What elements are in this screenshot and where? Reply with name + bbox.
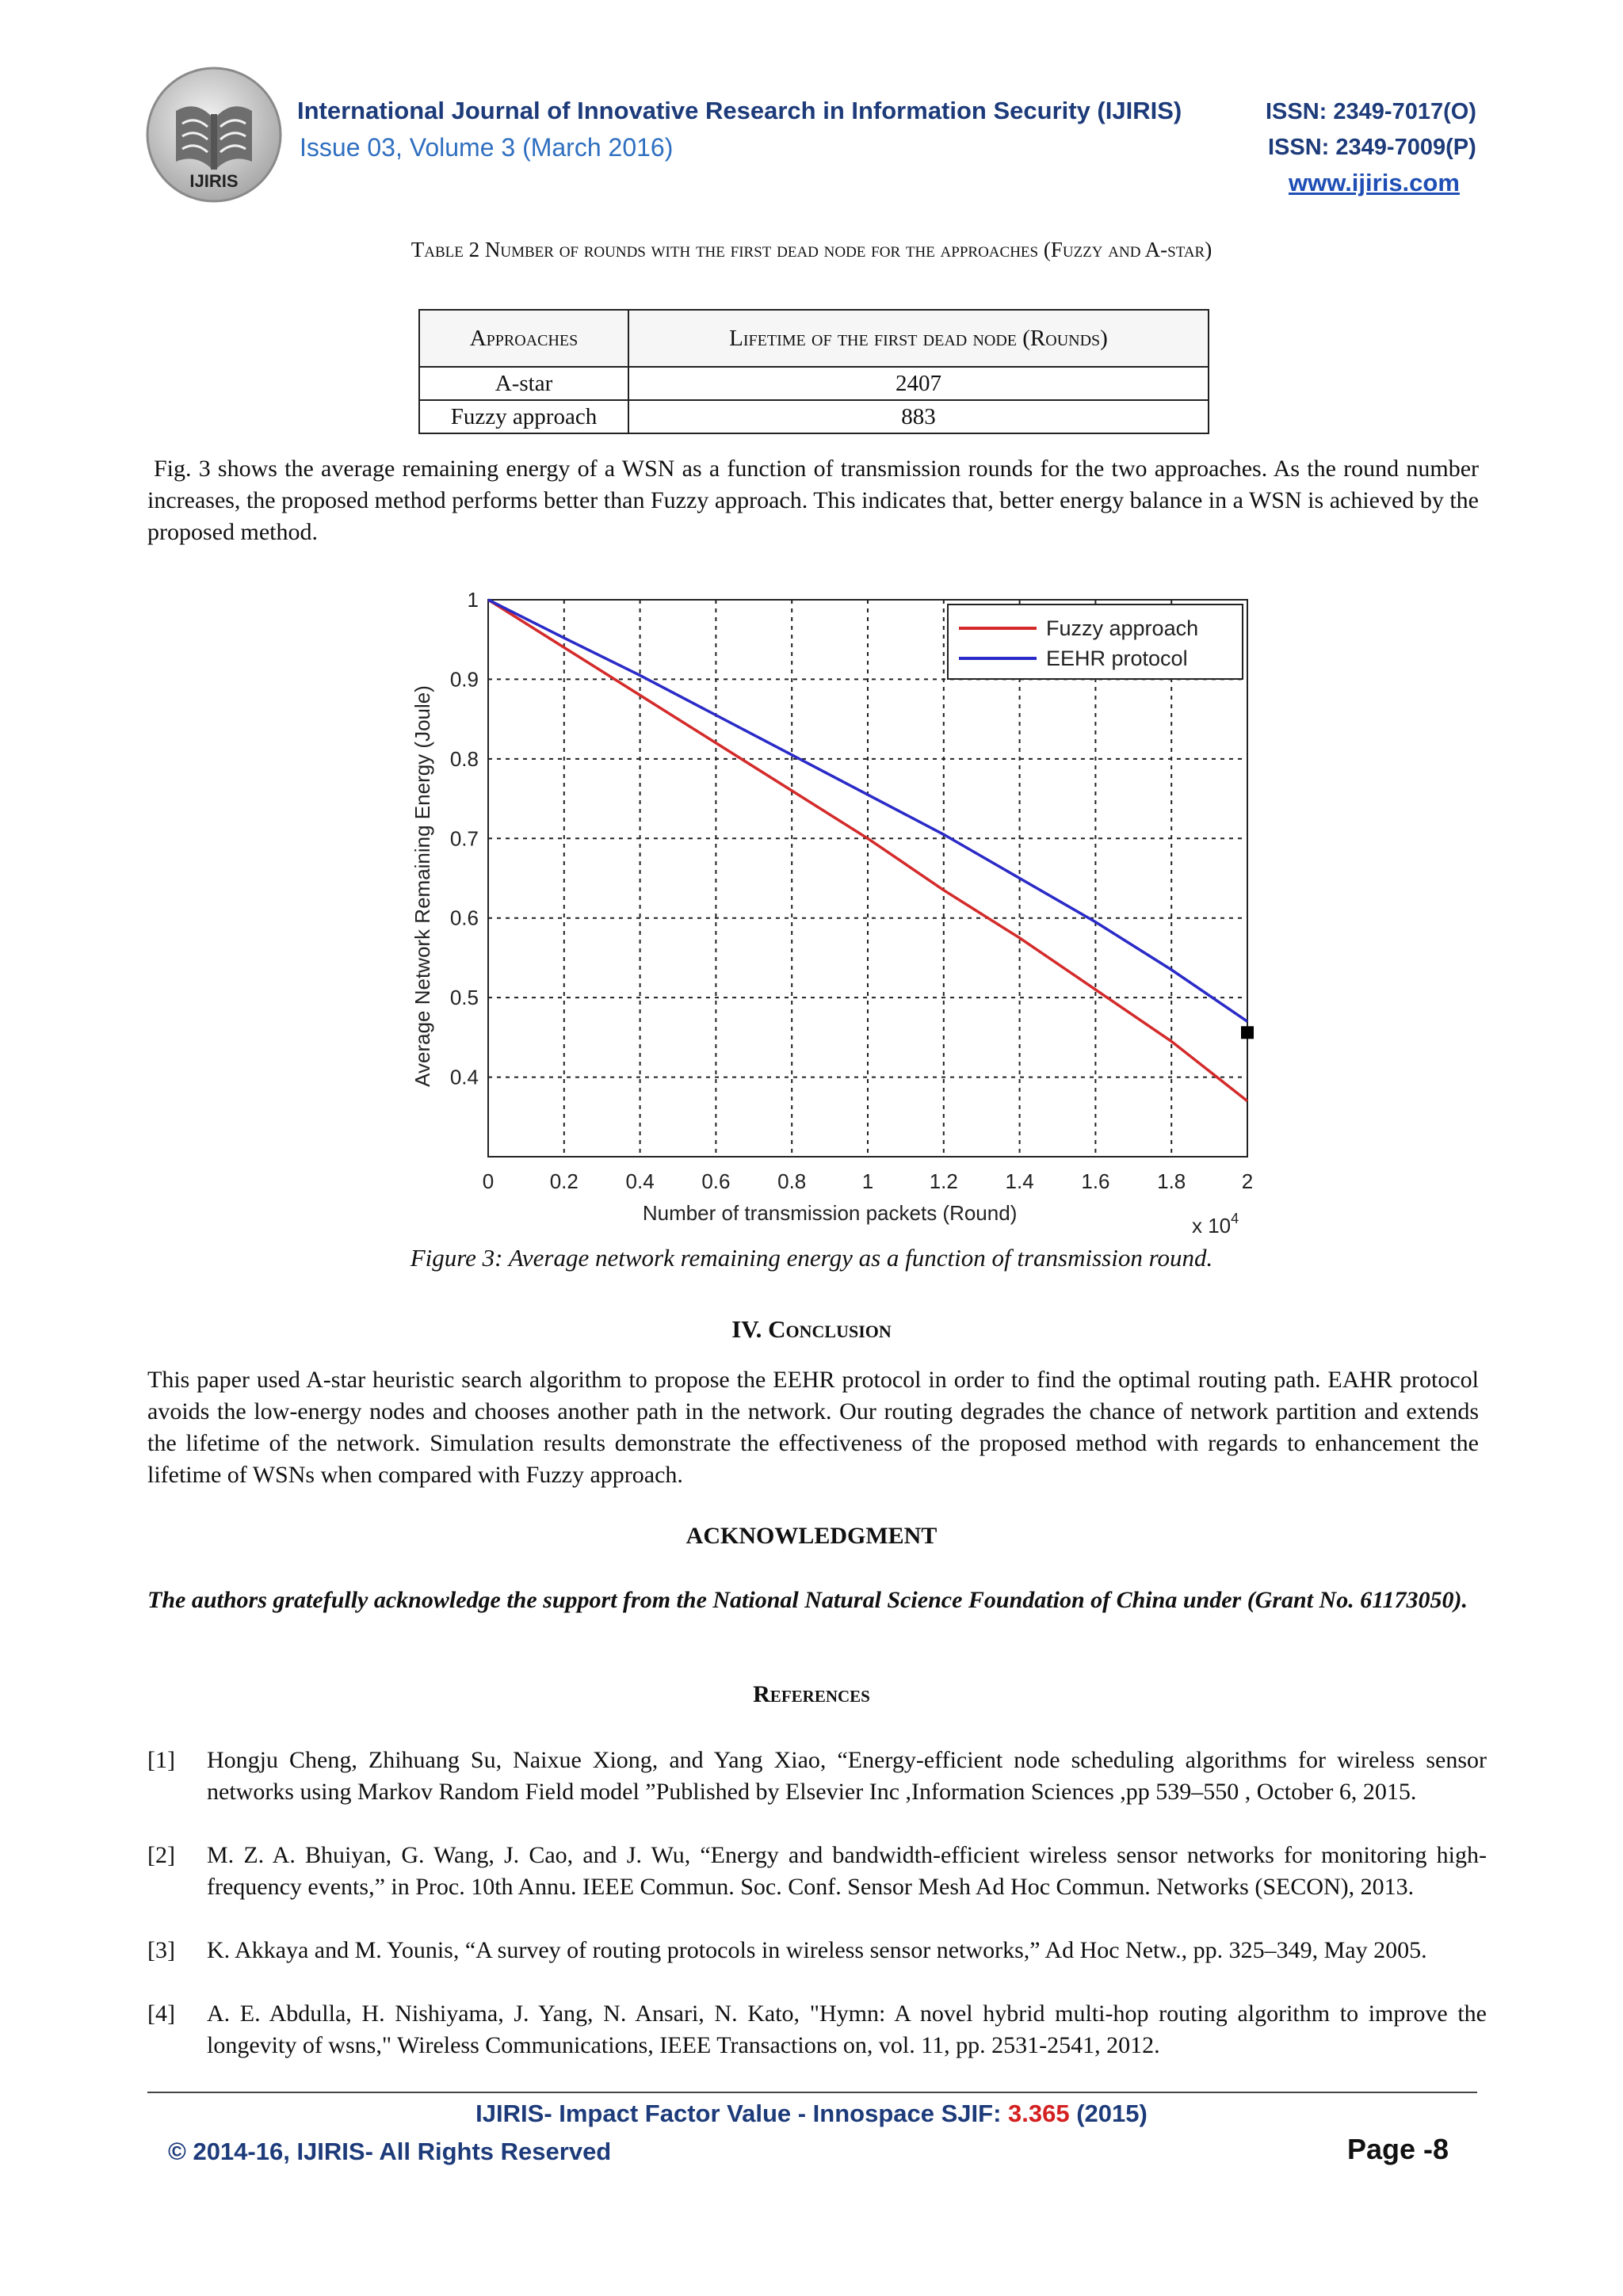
reference-number: [4] bbox=[147, 2000, 175, 2027]
x-tick-label: 1.4 bbox=[1005, 1169, 1034, 1193]
energy-chart bbox=[396, 582, 1268, 1256]
impact-value: 3.365 bbox=[1008, 2100, 1070, 2127]
journal-logo bbox=[144, 65, 284, 204]
website-link[interactable]: www.ijiris.com bbox=[1289, 169, 1460, 196]
x-multiplier-exp: 4 bbox=[1231, 1211, 1239, 1226]
x-tick-label: 0.4 bbox=[625, 1169, 655, 1193]
reference-number: [3] bbox=[147, 1937, 175, 1963]
table-cell: Fuzzy approach bbox=[419, 400, 628, 433]
references-heading: References bbox=[753, 1681, 870, 1707]
y-tick-label: 1 bbox=[467, 588, 479, 612]
impact-prefix: IJIRIS- Impact Factor Value - Innospace SJIF: bbox=[475, 2100, 1009, 2127]
issue-info: Issue 03, Volume 3 (March 2016) bbox=[300, 133, 674, 162]
conclusion-text: This paper used A-star heuristic search algorithm to propose the EEHR protocol in order to find the optimal routing path. EAHR protocol avoids the low-energy nodes and chooses another path in the network. Our routing degrades the chance of network partition and extends the lifetime of the network. Simulation results demonstrate the effectiveness of the proposed method with regards to enhancement the lifetime of WSNs when compared with Fuzzy approach. bbox=[147, 1367, 1479, 1488]
intro-paragraph: Fig. 3 shows the average remaining energy of a WSN as a function of transmission rounds for the two approaches. As the round number increases, the proposed method performs better than Fuzzy approach. This indicates that, better energy balance in a WSN is achieved by the proposed method. bbox=[147, 456, 1479, 545]
x-tick-label: 2 bbox=[1241, 1169, 1254, 1193]
legend-label: EEHR protocol bbox=[1046, 646, 1188, 670]
table-cell: 2407 bbox=[628, 367, 1209, 400]
y-tick-label: 0.9 bbox=[449, 667, 479, 692]
y-tick-label: 0.8 bbox=[449, 746, 479, 771]
y-tick-label: 0.7 bbox=[449, 826, 479, 851]
results-table bbox=[418, 309, 1209, 434]
reference-text: A. E. Abdulla, H. Nishiyama, J. Yang, N. Ansari, N. Kato, "Hymn: A novel hybrid multi-hop routing algorithm to improve the longevity of wsns," Wireless Communications, IEEE Transactions on, vol. 11, pp. 2531-2541, 2012. bbox=[207, 2000, 1487, 2058]
y-tick-label: 0.6 bbox=[449, 906, 479, 930]
x-tick-label: 0.2 bbox=[549, 1169, 579, 1193]
page-number: Page -8 bbox=[1347, 2133, 1449, 2165]
journal-title: International Journal of Innovative Research in Information Security (IJIRIS) bbox=[297, 97, 1182, 124]
x-tick-label: 1.2 bbox=[929, 1169, 958, 1193]
reference-text: M. Z. A. Bhuiyan, G. Wang, J. Cao, and J. Wu, “Energy and bandwidth-efficient wireless sensor networks for monitoring high-frequency events,” in Proc. 10th Annu. IEEE Commun. Soc. Conf. Sensor Mesh Ad Hoc Commun. Networks (SECON), 2013. bbox=[207, 1842, 1487, 1900]
y-tick-label: 0.4 bbox=[449, 1065, 479, 1089]
acknowledgment-heading: ACKNOWLEDGMENT bbox=[685, 1523, 938, 1549]
table-caption: Table 2 Number of rounds with the first dead node for the approaches (Fuzzy and A-star) bbox=[411, 238, 1212, 261]
copyright: © 2014-16, IJIRIS- All Rights Reserved bbox=[168, 2138, 612, 2165]
x-tick-label: 1.8 bbox=[1157, 1169, 1186, 1193]
impact-factor bbox=[0, 2100, 1623, 2128]
footer-divider bbox=[147, 2092, 1477, 2093]
conclusion-heading: IV. Conclusion bbox=[731, 1315, 892, 1343]
reference-item bbox=[147, 1998, 1487, 2061]
x-multiplier bbox=[1192, 1211, 1239, 1238]
y-tick-label: 0.5 bbox=[449, 986, 479, 1010]
table-cell: A-star bbox=[419, 367, 628, 400]
table-header-row bbox=[419, 310, 1209, 367]
reference-item bbox=[147, 1840, 1487, 1935]
table-cell: 883 bbox=[628, 400, 1209, 433]
reference-number: [1] bbox=[147, 1747, 175, 1773]
impact-suffix: (2015) bbox=[1069, 2100, 1148, 2127]
table-header-cell: Approaches bbox=[419, 310, 628, 367]
logo-text: IJIRIS bbox=[189, 171, 239, 191]
table-row bbox=[419, 367, 1209, 400]
reference-item bbox=[147, 1745, 1487, 1840]
legend-label: Fuzzy approach bbox=[1046, 616, 1199, 640]
reference-text: K. Akkaya and M. Younis, “A survey of routing protocols in wireless sensor networks,” Ad Hoc Netw., pp. 325–349, May 2005. bbox=[207, 1937, 1427, 1963]
chart-legend bbox=[948, 605, 1243, 679]
reference-item bbox=[147, 1935, 1487, 1998]
reference-text: Hongju Cheng, Zhihuang Su, Naixue Xiong, and Yang Xiao, “Energy-efficient node scheduling algorithms for wireless sensor networks using Markov Random Field model ”Published by Elsevier Inc ,Information Sciences ,pp 539–550 , October 6, 2015. bbox=[207, 1747, 1487, 1805]
issn-print: ISSN: 2349-7009(P) bbox=[1268, 135, 1476, 160]
y-axis-label: Average Network Remaining Energy (Joule) bbox=[411, 685, 434, 1087]
x-tick-label: 1 bbox=[861, 1169, 874, 1193]
acknowledgment-text: The authors gratefully acknowledge the support from the National Natural Science Foundation of China under (Grant No. 61173050). bbox=[147, 1587, 1468, 1613]
x-tick-label: 0.6 bbox=[701, 1169, 731, 1193]
end-marker bbox=[1241, 1026, 1254, 1039]
x-tick-label: 0 bbox=[482, 1169, 495, 1193]
chart-grid bbox=[488, 600, 1247, 1157]
table-row bbox=[419, 400, 1209, 433]
figure-caption: Figure 3: Average network remaining energy as a function of transmission round. bbox=[410, 1244, 1213, 1272]
x-multiplier-base: x 10 bbox=[1192, 1214, 1232, 1238]
x-axis-label: Number of transmission packets (Round) bbox=[642, 1201, 1018, 1225]
x-tick-label: 0.8 bbox=[777, 1169, 807, 1193]
reference-number: [2] bbox=[147, 1842, 175, 1868]
issn-online: ISSN: 2349-7017(O) bbox=[1266, 99, 1476, 124]
x-tick-label: 1.6 bbox=[1081, 1169, 1110, 1193]
table-header-cell: Lifetime of the first dead node (Rounds) bbox=[628, 310, 1209, 367]
